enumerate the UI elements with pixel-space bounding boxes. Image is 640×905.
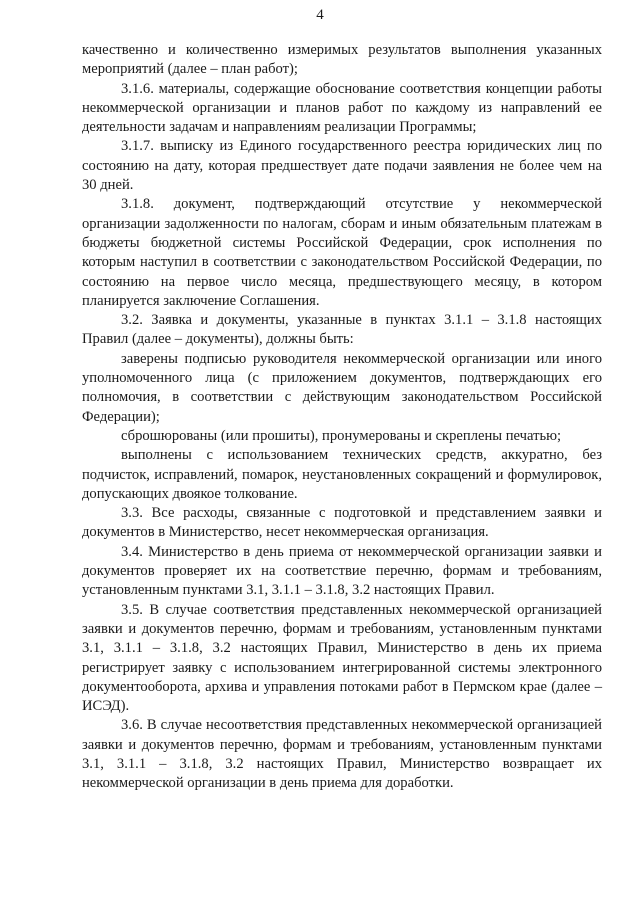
page-number: 4 — [316, 7, 324, 23]
paragraph-3-1-7: 3.1.7. выписку из Единого государственного реестра юридических лиц по состоянию на дату, которая предшествует дате подачи заявления не более чем на 30 дней. — [82, 138, 602, 194]
paragraph-3-4: 3.4. Министерство в день приема от некоммерческой организации заявки и документов проверяет их на соответствие перечню, формам и требованиям, установленным пунктами 3.1, 3.1.1 – 3.1.8, 3.2 настоящих Правил. — [82, 543, 602, 599]
paragraph-3-3: 3.3. Все расходы, связанные с подготовкой и представлением заявки и документов в Министерство, несет некоммерческая организация. — [82, 505, 602, 541]
paragraph-3-1-8: 3.1.8. документ, подтверждающий отсутствие у некоммерческой организации задолженности по налогам, сборам и иным обязательным платежам в бюджеты бюджетной системы Российской Федерации, срок исполнения по которым наступил в соответствии с законодательством Российской Федерации, по состоянию на первое число месяца, предшествующего месяцу, в котором планируется заключение Соглашения. — [82, 196, 602, 309]
paragraph-3-2-a: заверены подписью руководителя некоммерческой организации или иного уполномоченного лица (с приложением документов, подтверждающих его полномочия, в соответствии с действующим законодательством Российской Федерации); — [82, 350, 602, 425]
paragraph-3-5: 3.5. В случае соответствия представленных некоммерческой организацией заявки и документов перечню, формам и требованиям, установленным пунктами 3.1, 3.1.1 – 3.1.8, 3.2 настоящих Правил, Министерство в день их приема регистрирует заявку с использованием интегрированной системы электронного документооборота, архива и управления потоками работ в Пермском крае (далее – ИСЭД). — [82, 601, 602, 715]
paragraph-3-2-c: выполнены с использованием технических средств, аккуратно, без подчисток, исправлений, помарок, неустановленных сокращений и формулировок, допускающих двоякое толкование. — [82, 447, 602, 502]
paragraph-3-6: 3.6. В случае несоответствия представленных некоммерческой организацией заявки и документов перечню, формам и требованиям, установленным пунктами 3.1, 3.1.1 – 3.1.8, 3.2 настоящих Правил, Министерство возвращает их некоммерческой организации в день приема для доработки. — [82, 717, 602, 792]
paragraph-continuation: качественно и количественно измеримых результатов выполнения указанных мероприятий (далее – план работ); — [82, 42, 602, 78]
document-body — [82, 41, 602, 794]
paragraph-3-2: 3.2. Заявка и документы, указанные в пунктах 3.1.1 – 3.1.8 настоящих Правил (далее – документы), должны быть: — [82, 312, 602, 348]
paragraph-3-1-6: 3.1.6. материалы, содержащие обоснование соответствия концепции работы некоммерческой организации и планов работ по каждому из направлений ее деятельности задачам и направлениям реализации Программы; — [82, 80, 602, 136]
paragraph-3-2-b: сброшюрованы (или прошиты), пронумерованы и скреплены печатью; — [121, 427, 562, 444]
